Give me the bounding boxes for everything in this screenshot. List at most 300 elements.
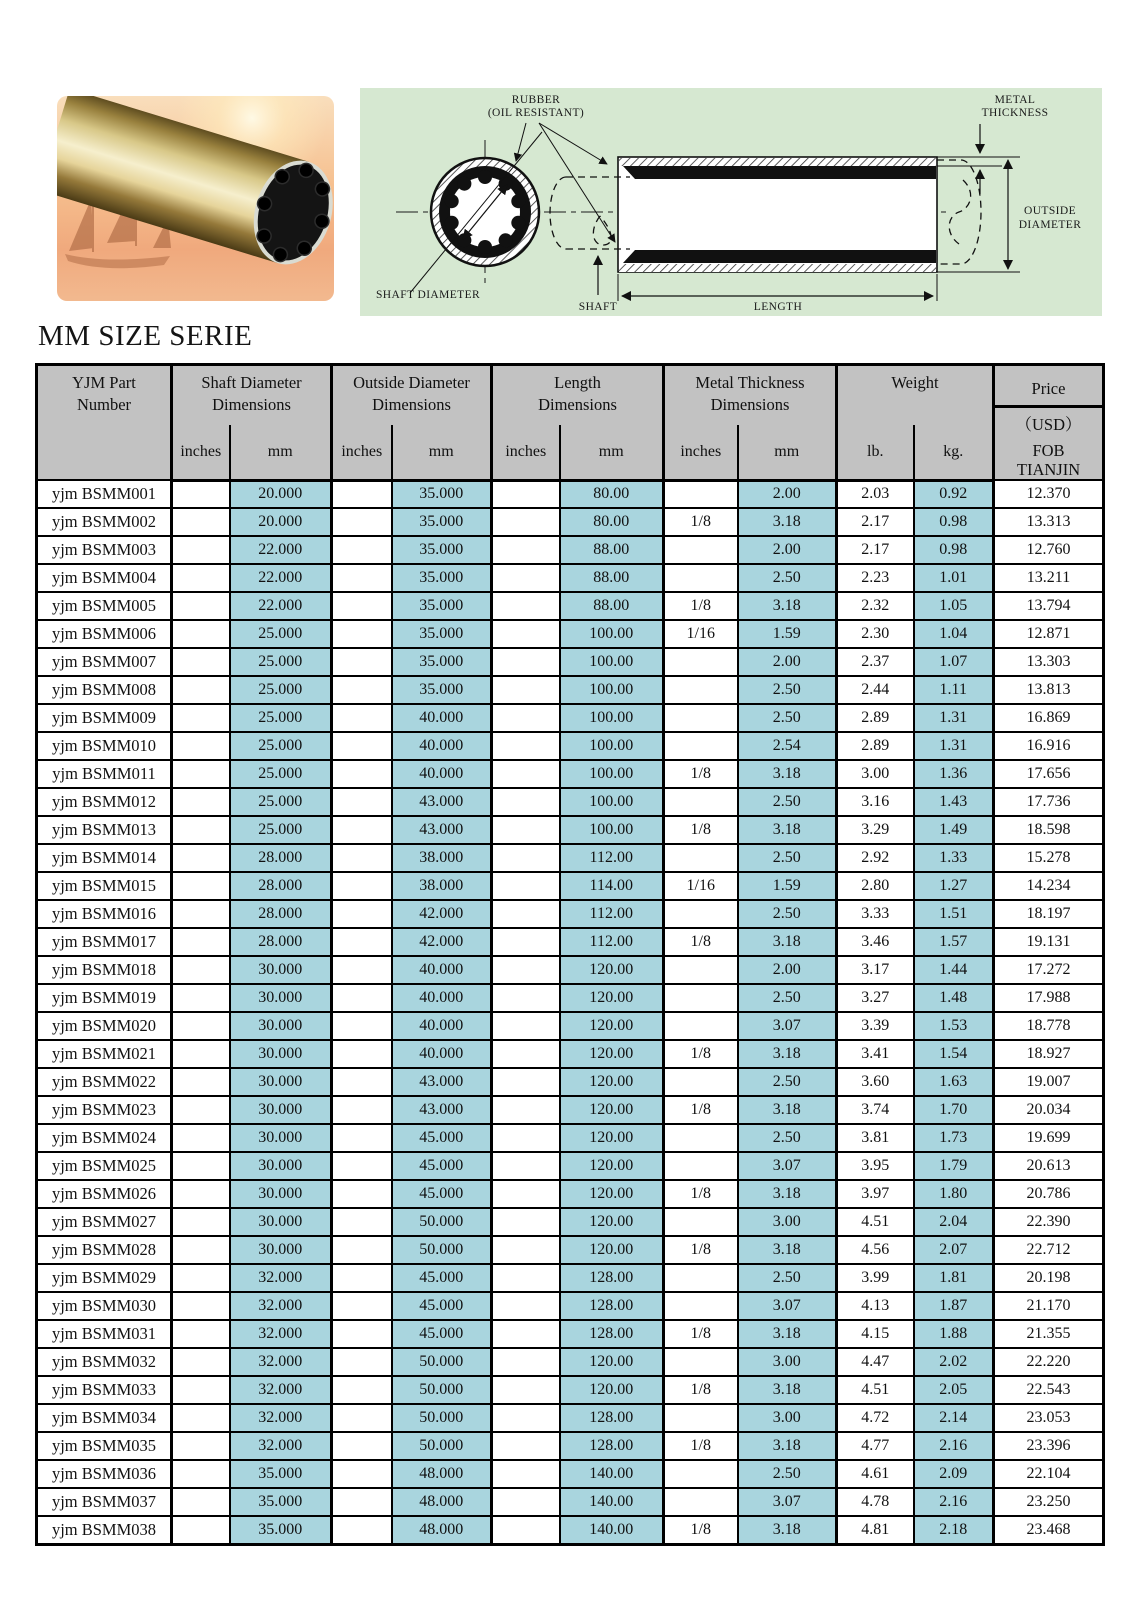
header-price-fob-line1: FOB — [1032, 441, 1065, 460]
cell-shaft-mm: 22.000 — [230, 564, 332, 592]
cell-metal-mm: 2.50 — [738, 1124, 837, 1152]
cell-shaft-inches — [172, 1264, 230, 1292]
table-row — [37, 676, 1104, 704]
cell-outside-inches — [332, 984, 392, 1012]
cell-part-number: yjm BSMM018 — [37, 956, 172, 984]
header-price-currency: （USD） — [1015, 415, 1082, 434]
cell-metal-mm: 3.07 — [738, 1292, 837, 1320]
cell-metal-inches: 1/8 — [664, 1516, 738, 1544]
cell-shaft-mm: 35.000 — [230, 1488, 332, 1516]
cell-part-number: yjm BSMM012 — [37, 788, 172, 816]
cell-price: 13.211 — [994, 564, 1104, 592]
header-length-line1: Length — [554, 373, 601, 392]
cell-length-mm: 120.00 — [560, 984, 664, 1012]
table-row — [37, 1096, 1104, 1124]
cell-metal-mm: 3.18 — [738, 1180, 837, 1208]
cell-shaft-inches — [172, 788, 230, 816]
cell-length-mm: 100.00 — [560, 760, 664, 788]
cell-outside-mm: 43.000 — [392, 1096, 492, 1124]
cell-length-mm: 120.00 — [560, 1152, 664, 1180]
table-row — [37, 816, 1104, 844]
cell-metal-inches — [664, 1348, 738, 1376]
header-shaft-diameter-group — [172, 365, 332, 425]
header-price-line1: Price — [995, 372, 1102, 408]
cell-price: 17.988 — [994, 984, 1104, 1012]
header-price-fob-line2: TIANJIN — [1016, 460, 1081, 479]
cell-length-inches — [492, 984, 560, 1012]
cell-length-mm: 120.00 — [560, 1040, 664, 1068]
cell-metal-inches — [664, 1124, 738, 1152]
cell-shaft-mm: 28.000 — [230, 928, 332, 956]
metal-thickness-label-line1: METAL — [994, 94, 1036, 106]
cell-weight-lb: 3.81 — [837, 1124, 914, 1152]
cell-price: 23.250 — [994, 1488, 1104, 1516]
cell-metal-inches — [664, 956, 738, 984]
cell-length-mm: 112.00 — [560, 900, 664, 928]
cell-shaft-inches — [172, 1404, 230, 1432]
cell-length-mm: 120.00 — [560, 1068, 664, 1096]
table-body — [37, 480, 1104, 1544]
cell-metal-inches — [664, 1264, 738, 1292]
cell-metal-mm: 3.18 — [738, 760, 837, 788]
cell-price: 12.370 — [994, 480, 1104, 508]
cell-weight-lb: 4.81 — [837, 1516, 914, 1544]
header-metal-inches: inches — [664, 425, 738, 480]
cell-part-number: yjm BSMM011 — [37, 760, 172, 788]
table-row — [37, 732, 1104, 760]
cell-length-mm: 114.00 — [560, 872, 664, 900]
cell-weight-kg: 1.33 — [914, 844, 994, 872]
cell-length-inches — [492, 1320, 560, 1348]
cell-length-inches — [492, 1040, 560, 1068]
cell-metal-mm: 3.18 — [738, 1432, 837, 1460]
table-row — [37, 1404, 1104, 1432]
table-row — [37, 1320, 1104, 1348]
header-part-number — [37, 365, 172, 481]
cell-part-number: yjm BSMM028 — [37, 1236, 172, 1264]
table-row — [37, 1124, 1104, 1152]
cell-shaft-mm: 32.000 — [230, 1376, 332, 1404]
cell-metal-mm: 3.18 — [738, 1040, 837, 1068]
cell-weight-lb: 3.27 — [837, 984, 914, 1012]
bearing-diagram-image — [360, 88, 1102, 316]
cell-price: 22.220 — [994, 1348, 1104, 1376]
cell-metal-mm: 3.07 — [738, 1152, 837, 1180]
cell-weight-lb: 4.78 — [837, 1488, 914, 1516]
cell-outside-inches — [332, 1012, 392, 1040]
cell-metal-mm: 2.00 — [738, 480, 837, 508]
table-row — [37, 1012, 1104, 1040]
cell-part-number: yjm BSMM015 — [37, 872, 172, 900]
cell-shaft-inches — [172, 1236, 230, 1264]
cell-metal-inches — [664, 1460, 738, 1488]
cell-outside-inches — [332, 1264, 392, 1292]
cell-weight-kg: 2.07 — [914, 1236, 994, 1264]
cell-length-mm: 100.00 — [560, 620, 664, 648]
cell-weight-kg: 1.54 — [914, 1040, 994, 1068]
cell-weight-kg: 2.16 — [914, 1488, 994, 1516]
cell-weight-kg: 1.70 — [914, 1096, 994, 1124]
header-shaft-inches: inches — [172, 425, 230, 480]
cell-price: 15.278 — [994, 844, 1104, 872]
cell-metal-inches — [664, 1012, 738, 1040]
cell-outside-inches — [332, 480, 392, 508]
cell-part-number: yjm BSMM032 — [37, 1348, 172, 1376]
cell-metal-mm: 2.50 — [738, 564, 837, 592]
cell-shaft-mm: 32.000 — [230, 1432, 332, 1460]
length-label: LENGTH — [753, 301, 803, 313]
cell-length-mm: 128.00 — [560, 1320, 664, 1348]
table-row — [37, 1516, 1104, 1544]
cell-outside-inches — [332, 1180, 392, 1208]
cell-price: 23.468 — [994, 1516, 1104, 1544]
cell-price: 20.613 — [994, 1152, 1104, 1180]
cell-length-mm: 100.00 — [560, 788, 664, 816]
cell-outside-mm: 42.000 — [392, 900, 492, 928]
cell-part-number: yjm BSMM010 — [37, 732, 172, 760]
cell-metal-mm: 3.00 — [738, 1404, 837, 1432]
cell-shaft-mm: 32.000 — [230, 1320, 332, 1348]
cell-part-number: yjm BSMM005 — [37, 592, 172, 620]
cell-outside-mm: 35.000 — [392, 564, 492, 592]
cell-length-mm: 120.00 — [560, 1348, 664, 1376]
cell-length-inches — [492, 704, 560, 732]
cell-part-number: yjm BSMM022 — [37, 1068, 172, 1096]
cell-shaft-mm: 25.000 — [230, 676, 332, 704]
cell-outside-mm: 35.000 — [392, 480, 492, 508]
cell-weight-kg: 1.57 — [914, 928, 994, 956]
cell-part-number: yjm BSMM021 — [37, 1040, 172, 1068]
cell-shaft-inches — [172, 480, 230, 508]
cell-metal-inches — [664, 536, 738, 564]
header-part-line1: YJM Part — [72, 373, 136, 392]
cell-part-number: yjm BSMM024 — [37, 1124, 172, 1152]
cell-outside-mm: 40.000 — [392, 1012, 492, 1040]
cell-length-inches — [492, 1152, 560, 1180]
cell-weight-lb: 3.95 — [837, 1152, 914, 1180]
cell-shaft-inches — [172, 1348, 230, 1376]
cell-metal-mm: 3.00 — [738, 1348, 837, 1376]
cell-weight-kg: 1.79 — [914, 1152, 994, 1180]
cell-part-number: yjm BSMM023 — [37, 1096, 172, 1124]
cell-weight-kg: 1.11 — [914, 676, 994, 704]
cell-price: 19.007 — [994, 1068, 1104, 1096]
cell-outside-mm: 40.000 — [392, 984, 492, 1012]
cell-length-inches — [492, 900, 560, 928]
cell-metal-inches — [664, 984, 738, 1012]
cell-shaft-inches — [172, 1068, 230, 1096]
cell-price: 16.916 — [994, 732, 1104, 760]
cell-length-mm: 128.00 — [560, 1292, 664, 1320]
cell-shaft-inches — [172, 648, 230, 676]
cell-outside-mm: 35.000 — [392, 508, 492, 536]
cell-metal-mm: 1.59 — [738, 872, 837, 900]
cell-part-number: yjm BSMM009 — [37, 704, 172, 732]
table-row — [37, 508, 1104, 536]
cell-outside-mm: 48.000 — [392, 1516, 492, 1544]
cell-outside-mm: 50.000 — [392, 1348, 492, 1376]
cell-length-inches — [492, 1292, 560, 1320]
bearing-photo-image — [57, 96, 334, 301]
cell-shaft-mm: 35.000 — [230, 1516, 332, 1544]
cell-weight-lb: 3.74 — [837, 1096, 914, 1124]
header-outside-line1: Outside Diameter — [353, 373, 470, 392]
cell-price: 20.786 — [994, 1180, 1104, 1208]
cell-weight-lb: 2.17 — [837, 508, 914, 536]
cell-length-inches — [492, 564, 560, 592]
cell-outside-mm: 43.000 — [392, 816, 492, 844]
cell-length-inches — [492, 536, 560, 564]
cell-shaft-inches — [172, 1376, 230, 1404]
cell-part-number: yjm BSMM007 — [37, 648, 172, 676]
table-row — [37, 984, 1104, 1012]
cell-shaft-mm: 30.000 — [230, 1180, 332, 1208]
header-length-group — [492, 365, 664, 425]
cell-price: 12.871 — [994, 620, 1104, 648]
cell-metal-mm: 2.50 — [738, 1460, 837, 1488]
header-length-inches: inches — [492, 425, 560, 480]
cell-weight-kg: 1.81 — [914, 1264, 994, 1292]
cell-length-inches — [492, 676, 560, 704]
table-row — [37, 788, 1104, 816]
cell-weight-kg: 1.87 — [914, 1292, 994, 1320]
cell-length-inches — [492, 1376, 560, 1404]
table-row — [37, 1236, 1104, 1264]
cell-length-inches — [492, 620, 560, 648]
table-row — [37, 480, 1104, 508]
cell-weight-lb: 4.47 — [837, 1348, 914, 1376]
cell-weight-kg: 2.14 — [914, 1404, 994, 1432]
table-row — [37, 1040, 1104, 1068]
cell-metal-inches: 1/8 — [664, 1096, 738, 1124]
cell-outside-mm: 38.000 — [392, 844, 492, 872]
cell-price: 17.272 — [994, 956, 1104, 984]
cell-weight-lb: 3.99 — [837, 1264, 914, 1292]
cell-shaft-mm: 30.000 — [230, 1124, 332, 1152]
cell-shaft-inches — [172, 816, 230, 844]
cell-shaft-inches — [172, 732, 230, 760]
cell-price: 18.927 — [994, 1040, 1104, 1068]
cell-metal-inches — [664, 900, 738, 928]
cell-outside-inches — [332, 1040, 392, 1068]
cell-metal-mm: 2.00 — [738, 648, 837, 676]
cell-length-mm: 140.00 — [560, 1488, 664, 1516]
cell-price: 20.198 — [994, 1264, 1104, 1292]
cell-outside-mm: 35.000 — [392, 648, 492, 676]
cell-outside-inches — [332, 900, 392, 928]
cell-weight-lb: 2.92 — [837, 844, 914, 872]
cell-metal-inches: 1/8 — [664, 1180, 738, 1208]
cell-outside-inches — [332, 732, 392, 760]
cell-part-number: yjm BSMM004 — [37, 564, 172, 592]
cell-shaft-mm: 35.000 — [230, 1460, 332, 1488]
cell-weight-kg: 1.05 — [914, 592, 994, 620]
cell-part-number: yjm BSMM037 — [37, 1488, 172, 1516]
cell-metal-inches: 1/8 — [664, 508, 738, 536]
cell-length-mm: 88.00 — [560, 592, 664, 620]
cell-price: 12.760 — [994, 536, 1104, 564]
cell-metal-mm: 3.00 — [738, 1208, 837, 1236]
table-row — [37, 872, 1104, 900]
cell-length-inches — [492, 592, 560, 620]
cell-outside-inches — [332, 676, 392, 704]
cell-weight-lb: 2.03 — [837, 480, 914, 508]
cell-outside-mm: 35.000 — [392, 592, 492, 620]
cell-length-inches — [492, 1180, 560, 1208]
cell-length-inches — [492, 788, 560, 816]
cell-metal-mm: 2.50 — [738, 984, 837, 1012]
cell-part-number: yjm BSMM006 — [37, 620, 172, 648]
cell-part-number: yjm BSMM014 — [37, 844, 172, 872]
cell-price: 19.699 — [994, 1124, 1104, 1152]
cell-part-number: yjm BSMM033 — [37, 1376, 172, 1404]
cell-shaft-mm: 30.000 — [230, 1068, 332, 1096]
cell-shaft-inches — [172, 1432, 230, 1460]
cell-shaft-inches — [172, 1012, 230, 1040]
cell-part-number: yjm BSMM036 — [37, 1460, 172, 1488]
cell-metal-inches — [664, 480, 738, 508]
cell-length-mm: 80.00 — [560, 508, 664, 536]
cell-weight-lb: 2.89 — [837, 732, 914, 760]
cell-outside-mm: 45.000 — [392, 1124, 492, 1152]
cell-metal-mm: 3.18 — [738, 1516, 837, 1544]
cell-weight-lb: 2.37 — [837, 648, 914, 676]
table-row — [37, 704, 1104, 732]
header-metal-line1: Metal Thickness — [695, 373, 805, 392]
cell-length-mm: 112.00 — [560, 928, 664, 956]
cell-metal-mm: 3.18 — [738, 592, 837, 620]
header-length-mm: mm — [560, 425, 664, 480]
cell-weight-lb: 4.15 — [837, 1320, 914, 1348]
cell-length-mm: 128.00 — [560, 1404, 664, 1432]
cell-metal-inches: 1/8 — [664, 1236, 738, 1264]
shaft-label: SHAFT — [578, 301, 618, 313]
header-outside-mm: mm — [392, 425, 492, 480]
cell-metal-inches — [664, 1068, 738, 1096]
cell-shaft-mm: 30.000 — [230, 956, 332, 984]
cell-metal-inches: 1/8 — [664, 592, 738, 620]
cell-price: 18.778 — [994, 1012, 1104, 1040]
cell-metal-mm: 3.18 — [738, 1376, 837, 1404]
header-outside-diameter-group — [332, 365, 492, 425]
table-row — [37, 956, 1104, 984]
cell-outside-mm: 50.000 — [392, 1208, 492, 1236]
metal-thickness-label-line2: THICKNESS — [981, 107, 1049, 119]
cell-part-number: yjm BSMM019 — [37, 984, 172, 1012]
cell-part-number: yjm BSMM031 — [37, 1320, 172, 1348]
cell-outside-inches — [332, 872, 392, 900]
cell-metal-mm: 3.18 — [738, 928, 837, 956]
cell-outside-mm: 48.000 — [392, 1488, 492, 1516]
table-row — [37, 1068, 1104, 1096]
cell-price: 17.656 — [994, 760, 1104, 788]
cell-length-mm: 80.00 — [560, 480, 664, 508]
cell-weight-kg: 1.49 — [914, 816, 994, 844]
cell-outside-inches — [332, 816, 392, 844]
cell-length-inches — [492, 1348, 560, 1376]
cell-weight-kg: 1.07 — [914, 648, 994, 676]
cell-outside-inches — [332, 760, 392, 788]
cell-outside-inches — [332, 1068, 392, 1096]
cell-length-inches — [492, 1012, 560, 1040]
cell-part-number: yjm BSMM026 — [37, 1180, 172, 1208]
cell-weight-kg: 1.63 — [914, 1068, 994, 1096]
cell-outside-mm: 43.000 — [392, 1068, 492, 1096]
cell-price: 21.355 — [994, 1320, 1104, 1348]
cell-length-mm: 100.00 — [560, 676, 664, 704]
cell-outside-inches — [332, 1460, 392, 1488]
cell-shaft-inches — [172, 1292, 230, 1320]
cell-outside-inches — [332, 1124, 392, 1152]
cell-part-number: yjm BSMM030 — [37, 1292, 172, 1320]
cell-weight-kg: 1.44 — [914, 956, 994, 984]
header-shaft-mm: mm — [230, 425, 332, 480]
header-metal-mm: mm — [738, 425, 837, 480]
cell-weight-lb: 4.51 — [837, 1376, 914, 1404]
table-row — [37, 1292, 1104, 1320]
cell-weight-lb: 4.61 — [837, 1460, 914, 1488]
cell-outside-mm: 40.000 — [392, 732, 492, 760]
cell-weight-lb: 3.17 — [837, 956, 914, 984]
cell-price: 13.813 — [994, 676, 1104, 704]
cell-length-inches — [492, 872, 560, 900]
cell-shaft-inches — [172, 956, 230, 984]
table-header — [37, 365, 1104, 481]
table-row — [37, 1348, 1104, 1376]
cell-part-number: yjm BSMM003 — [37, 536, 172, 564]
cell-length-mm: 120.00 — [560, 1236, 664, 1264]
cell-weight-kg: 2.04 — [914, 1208, 994, 1236]
cell-metal-inches: 1/8 — [664, 816, 738, 844]
cell-metal-inches — [664, 1404, 738, 1432]
cell-shaft-mm: 30.000 — [230, 1096, 332, 1124]
cell-outside-mm: 45.000 — [392, 1180, 492, 1208]
cell-metal-inches — [664, 564, 738, 592]
cell-price: 20.034 — [994, 1096, 1104, 1124]
cell-outside-mm: 45.000 — [392, 1152, 492, 1180]
cell-weight-kg: 2.16 — [914, 1432, 994, 1460]
header-price — [994, 365, 1104, 481]
cell-metal-inches — [664, 704, 738, 732]
cell-length-mm: 100.00 — [560, 816, 664, 844]
cell-outside-mm: 45.000 — [392, 1320, 492, 1348]
cell-weight-lb: 2.80 — [837, 872, 914, 900]
cell-outside-mm: 40.000 — [392, 760, 492, 788]
cell-metal-inches: 1/8 — [664, 1320, 738, 1348]
cell-outside-inches — [332, 1096, 392, 1124]
cell-weight-lb: 2.89 — [837, 704, 914, 732]
cell-length-inches — [492, 816, 560, 844]
cell-outside-inches — [332, 1516, 392, 1544]
product-photo — [57, 96, 334, 301]
cell-metal-mm: 2.50 — [738, 900, 837, 928]
cell-outside-inches — [332, 1152, 392, 1180]
cell-length-inches — [492, 1404, 560, 1432]
cell-weight-lb: 2.17 — [837, 536, 914, 564]
cell-part-number: yjm BSMM034 — [37, 1404, 172, 1432]
cell-part-number: yjm BSMM038 — [37, 1516, 172, 1544]
cell-weight-lb: 3.16 — [837, 788, 914, 816]
cell-metal-inches — [664, 648, 738, 676]
cell-shaft-inches — [172, 1096, 230, 1124]
cell-metal-mm: 2.00 — [738, 536, 837, 564]
cell-weight-kg: 1.31 — [914, 732, 994, 760]
table-row — [37, 1488, 1104, 1516]
cell-outside-mm: 40.000 — [392, 704, 492, 732]
cell-outside-inches — [332, 1488, 392, 1516]
cell-outside-inches — [332, 1292, 392, 1320]
cell-metal-inches: 1/8 — [664, 1376, 738, 1404]
